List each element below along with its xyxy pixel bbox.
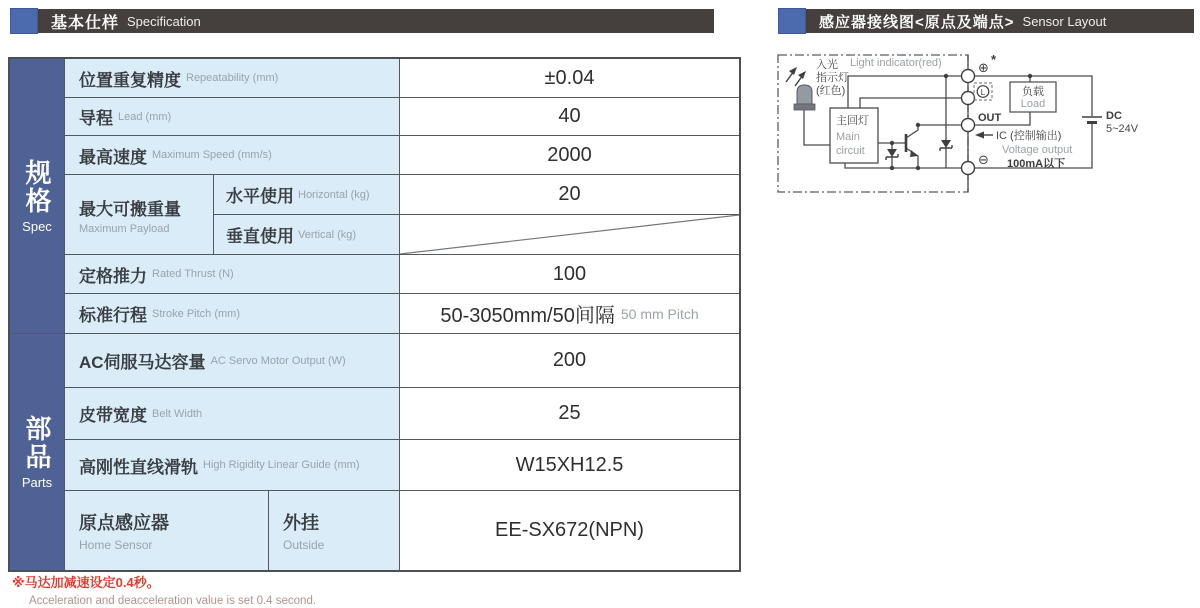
footnote-zh: ※马达加减速设定0.4秒。: [12, 575, 160, 590]
section-header-sensor-layout: [778, 8, 1194, 34]
light-indicator-label-en: Light indicator(red): [850, 57, 942, 69]
sidebar-spec-zh: 规格: [22, 158, 52, 215]
section-header-bar: [38, 9, 714, 33]
label-en: Stroke Pitch (mm): [152, 307, 241, 320]
out-terminal-label: OUT: [978, 112, 1002, 124]
row-value: 200: [400, 334, 739, 387]
row-value: EE-SX672(NPN): [400, 491, 739, 570]
label-en: Lead (mm): [118, 110, 172, 123]
label-zh: 标准行程: [79, 306, 147, 325]
section-header-specification: [10, 8, 714, 34]
l-terminal-icon: [974, 83, 992, 100]
label-zh: 原点感应器: [79, 513, 169, 533]
section-title-en: Specification: [127, 13, 201, 29]
label-zh: 位置重复精度: [79, 70, 181, 90]
label-zh: AC伺服马达容量: [79, 353, 206, 372]
blue-accent-square: [778, 8, 806, 34]
subrow-horizontal: [214, 175, 739, 215]
row-value: 100: [400, 255, 739, 293]
table-row-belt-width: [65, 388, 739, 440]
row-value-na: [400, 215, 739, 254]
row-label-payload: [65, 175, 214, 254]
current-limit-label: 100mA以下: [1007, 158, 1066, 170]
row-label: [65, 440, 400, 490]
row-label: [65, 334, 400, 387]
load-label-en: Load: [1020, 98, 1046, 110]
label-zh: 导程: [79, 109, 113, 128]
specification-table: [8, 57, 741, 572]
sidebar-spec: [10, 59, 65, 333]
row-label: [65, 136, 400, 174]
label-en: Home Sensor: [79, 538, 153, 552]
label-en: Horizontal (kg): [298, 188, 370, 201]
label-en: Outside: [283, 538, 325, 552]
dc-supply-label: DC: [1106, 110, 1122, 122]
row-value: 40: [400, 98, 739, 135]
table-row-linear-guide: [65, 440, 739, 491]
spec-group: [10, 59, 739, 334]
payload-subrows: [214, 175, 739, 254]
section-title-en: Sensor Layout: [1022, 13, 1107, 29]
label-zh: 定格推力: [79, 266, 147, 286]
battery-icon: [1082, 117, 1102, 123]
table-row-stroke-pitch: [65, 294, 739, 333]
label-zh: 最高速度: [79, 147, 147, 167]
label-zh: 最大可搬重量: [79, 199, 181, 219]
table-row-max-payload: [65, 175, 739, 255]
light-ray-arrows-icon: [786, 67, 806, 86]
value-main: 50-3050mm/50间隔: [440, 305, 615, 327]
table-row-rated-thrust: [65, 255, 739, 294]
row-value: ±0.04: [400, 59, 739, 97]
label-en: Repeatability (mm): [186, 72, 279, 84]
sidebar-parts-zh: 部品: [22, 414, 52, 471]
label-en: High Rigidity Linear Guide (mm): [203, 459, 360, 471]
subrow-vertical: [214, 215, 739, 254]
asterisk-marker: *: [991, 52, 997, 67]
sidebar-parts: [10, 334, 65, 570]
label-en: AC Servo Motor Output (W): [210, 354, 346, 367]
row-value: W15XH12.5: [400, 440, 739, 490]
label-en: Rated Thrust (N): [152, 268, 234, 280]
load-label-zh: 负载: [1022, 86, 1044, 98]
row-label: [65, 59, 400, 97]
row-value: [400, 294, 739, 333]
label-zh: 高刚性直线滑轨: [79, 457, 198, 477]
label-zh: 皮带宽度: [79, 406, 147, 425]
label-zh: 水平使用: [226, 187, 294, 206]
section-title-zh: 基本仕样: [51, 14, 120, 32]
row-label: [65, 98, 400, 135]
blue-accent-square: [10, 8, 38, 34]
dc-supply-voltage: 5~24V: [1106, 123, 1139, 135]
row-value: 2000: [400, 136, 739, 174]
light-indicator-label-zh: 指示灯: [816, 72, 849, 84]
label-en: Maximum Speed (mm/s): [152, 149, 272, 161]
sensor-wiring-diagram: [770, 45, 1200, 203]
light-indicator-label-zh: (红色): [816, 85, 846, 97]
table-row-lead: [65, 98, 739, 136]
main-circuit-label-zh: 主回灯: [836, 115, 869, 127]
sidebar-spec-en: Spec: [22, 218, 52, 234]
row-label: [65, 388, 400, 439]
voltage-output-label: Voltage output: [1002, 144, 1073, 156]
row-value: 20: [400, 175, 739, 214]
section-title-zh: 感应器接线图<原点及端点>: [819, 13, 1015, 31]
main-circuit-label-en: circuit: [836, 145, 865, 157]
na-diagonal-line: [400, 215, 739, 254]
parts-group: [10, 334, 739, 570]
table-row-repeatability: [65, 59, 739, 98]
table-row-servo-output: [65, 334, 739, 388]
row-label-home-sensor: [65, 491, 269, 570]
row-value: 25: [400, 388, 739, 439]
main-circuit-label-en: Main: [836, 131, 860, 143]
light-indicator-label-zh: 入光: [816, 59, 838, 71]
minus-terminal-icon: ⊖: [978, 152, 989, 167]
subrow-label: [214, 215, 400, 254]
row-sublabel-outside: [269, 491, 400, 570]
label-zh: 外挂: [283, 513, 319, 533]
section-header-bar: [806, 9, 1194, 33]
table-row-home-sensor: [65, 491, 739, 570]
row-label: [65, 255, 400, 293]
led-indicator-icon: [794, 85, 815, 110]
plus-terminal-icon: ⊕: [978, 60, 989, 75]
svg-text:L: L: [980, 87, 986, 97]
label-en: Maximum Payload: [79, 222, 170, 235]
footnote-en: Acceleration and deacceleration value is set 0.4 second.: [29, 595, 317, 607]
ic-arrow-icon: [975, 132, 993, 139]
footnote: [12, 572, 316, 607]
table-row-max-speed: [65, 136, 739, 175]
label-en: Belt Width: [152, 407, 203, 420]
sidebar-parts-en: Parts: [21, 474, 53, 490]
row-label: [65, 294, 400, 333]
label-en: Vertical (kg): [298, 228, 357, 241]
label-zh: 垂直使用: [226, 227, 294, 246]
ic-output-label: IC (控制输出): [996, 130, 1062, 142]
value-note: 50 mm Pitch: [620, 305, 699, 322]
subrow-label: [214, 175, 400, 214]
